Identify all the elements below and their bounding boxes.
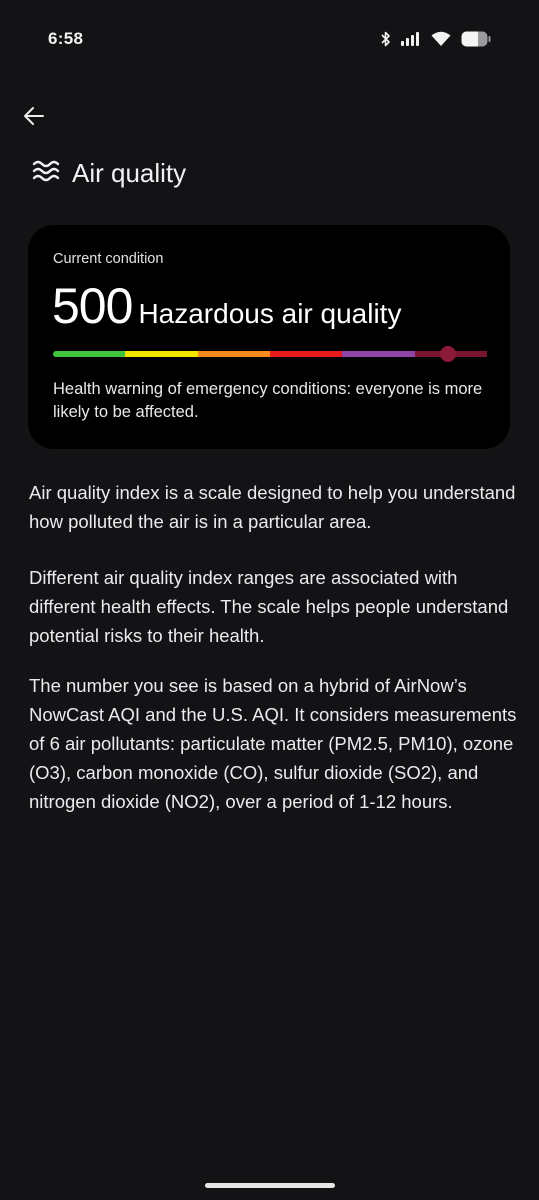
scale-segment-good <box>53 351 125 357</box>
aqi-scale-bar <box>53 351 487 357</box>
scale-segment-unhealthy <box>270 351 342 357</box>
aqi-category: Hazardous air quality <box>138 298 402 329</box>
health-effects-paragraph: Different air quality index ranges are associated with different health effects. The scale helps people understand potential risks to their health. <box>29 567 509 646</box>
status-bar <box>0 0 539 80</box>
health-warning-text: Health warning of emergency conditions: everyone is more likely to be affected. <box>53 380 483 421</box>
aqi-row <box>52 277 401 335</box>
current-condition-card <box>28 225 510 449</box>
bluetooth-icon <box>381 31 391 47</box>
scale-segment-moderate <box>125 351 197 357</box>
status-time: 6:58 <box>48 29 84 48</box>
methodology-paragraph: The number you see is based on a hybrid of AirNow’s NowCast AQI and the U.S. AQI. It considers measurements of 6 air pollutants: particulate matter (PM2.5, PM10), ozone (O3), carbon monoxide (CO), sulfur dioxide (SO2), and nitrogen dioxide (NO2), over a period of 1-12 hours. <box>29 675 517 812</box>
back-button[interactable] <box>18 102 50 134</box>
aqi-scale-marker <box>440 346 456 362</box>
air-waves-icon <box>32 158 62 189</box>
home-indicator[interactable] <box>205 1183 335 1188</box>
signal-icon <box>401 32 421 46</box>
status-icons <box>381 31 491 47</box>
page-title: Air quality <box>72 158 187 188</box>
page-header <box>32 158 186 189</box>
battery-icon <box>461 31 491 47</box>
aqi-explanation-paragraph: Air quality index is a scale designed to help you understand how polluted the air is in a particular area. <box>29 482 516 532</box>
scale-segment-very-unhealthy <box>342 351 414 357</box>
wifi-icon <box>431 31 451 47</box>
current-condition-label: Current condition <box>53 251 164 267</box>
arrow-left-icon <box>23 106 45 131</box>
scale-segment-unhealthy-sensitive <box>198 351 270 357</box>
aqi-value: 500 <box>52 278 133 334</box>
